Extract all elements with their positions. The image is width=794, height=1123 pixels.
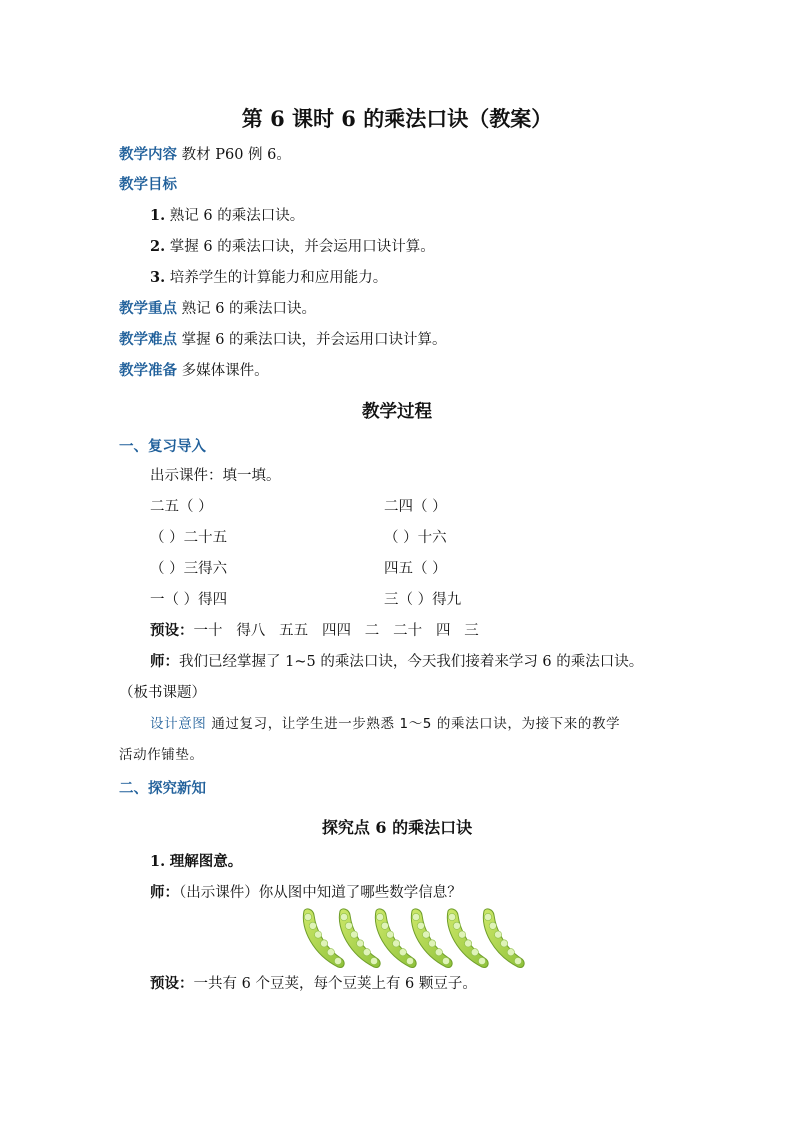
pea-bean	[489, 922, 496, 929]
step-text: 理解图意。	[169, 853, 243, 870]
pea-bean	[327, 949, 334, 956]
pea-bean	[428, 940, 435, 947]
pea-pod	[339, 909, 380, 967]
pea-pod	[375, 909, 416, 967]
key-point-text: 熟记 6 的乘法口诀。	[181, 301, 317, 317]
preset-answer-row-2	[150, 974, 477, 994]
preset-answer-row	[150, 621, 479, 641]
teaching-content-text: 教材 P60 例 6。	[181, 147, 291, 163]
page-title: 第 6 课时 6 的乘法口诀（教案）	[241, 106, 553, 131]
pea-bean	[417, 922, 424, 929]
preparation-label: 教学准备	[119, 362, 177, 379]
preset-text: 一十 得八 五五 四四 二 二十 四 三	[193, 623, 479, 639]
pea-bean	[422, 931, 429, 938]
pea-bean	[406, 957, 413, 964]
fill-item-right: 四五（ ）	[384, 561, 447, 577]
pea-pod	[303, 909, 344, 967]
teacher-line	[150, 652, 643, 672]
teacher-label: 师：	[150, 653, 179, 670]
preset-label: 预设：	[150, 622, 194, 639]
pea-bean	[484, 913, 491, 920]
pea-bean	[363, 949, 370, 956]
explore-subheading: 探究点 6 的乘法口诀	[321, 818, 473, 837]
fill-item-right: 三（ ）得九	[384, 592, 462, 608]
pea-bean	[304, 913, 311, 920]
pea-bean	[442, 957, 449, 964]
objective-text: 掌握 6 的乘法口诀，并会运用口诀计算。	[169, 239, 435, 255]
pea-bean	[314, 931, 321, 938]
pea-bean	[453, 922, 460, 929]
pea-bean	[340, 913, 347, 920]
design-intent-label: 设计意图	[150, 716, 207, 732]
fill-item-left: （ ）三得六	[150, 561, 228, 577]
fill-item-right: （ ）十六	[384, 530, 447, 546]
preset-text: 一共有 6 个豆荚，每个豆荚上有 6 颗豆子。	[193, 976, 477, 992]
step-number: 1.	[150, 853, 166, 870]
pea-bean	[370, 957, 377, 964]
preset-label: 预设：	[150, 975, 194, 992]
pea-pod	[411, 909, 452, 967]
pea-bean	[392, 940, 399, 947]
pea-bean	[514, 957, 521, 964]
teacher-text: 我们已经掌握了 1~5 的乘法口诀，今天我们接着来学习 6 的乘法口诀。	[179, 654, 644, 670]
teacher-question-line	[150, 883, 462, 903]
teaching-content-row	[119, 145, 291, 165]
pea-bean	[356, 940, 363, 947]
key-point-label: 教学重点	[119, 300, 177, 317]
preparation-text: 多媒体课件。	[181, 363, 269, 379]
objective-number: 1.	[150, 207, 166, 224]
objectives-label: 教学目标	[119, 176, 177, 193]
process-heading: 教学过程	[362, 402, 432, 422]
difficulty-row	[119, 330, 447, 350]
objective-number: 2.	[150, 238, 166, 255]
pea-bean	[412, 913, 419, 920]
step-1-row	[150, 852, 242, 872]
pea-bean	[345, 922, 352, 929]
pea-bean	[350, 931, 357, 938]
pea-bean	[376, 913, 383, 920]
fill-item-right: 二四（ ）	[384, 499, 447, 515]
teacher-question-text: （出示课件）你从图中知道了哪些数学信息？	[179, 885, 462, 901]
pea-bean	[448, 913, 455, 920]
pea-bean	[320, 940, 327, 947]
objective-item	[150, 237, 435, 257]
objective-item	[150, 268, 387, 288]
section2-heading: 二、探究新知	[119, 780, 206, 797]
fill-item-left: 一（ ）得四	[150, 592, 228, 608]
teaching-content-label: 教学内容	[119, 146, 177, 163]
objective-text: 熟记 6 的乘法口诀。	[169, 208, 305, 224]
pea-pod	[483, 909, 524, 967]
objective-text: 培养学生的计算能力和应用能力。	[169, 270, 388, 286]
difficulty-text: 掌握 6 的乘法口诀，并会运用口诀计算。	[181, 332, 447, 348]
pea-bean	[435, 949, 442, 956]
section1-heading: 一、复习导入	[119, 438, 206, 455]
pea-bean	[500, 940, 507, 947]
preparation-row	[119, 361, 269, 381]
key-point-row	[119, 299, 316, 319]
fill-item-left: 二五（ ）	[150, 499, 213, 515]
objectives-label-row	[119, 175, 177, 195]
objective-item	[150, 206, 304, 226]
pea-bean	[399, 949, 406, 956]
pea-bean	[494, 931, 501, 938]
section1-intro: 出示课件：填一填。	[150, 468, 281, 484]
pea-bean	[471, 949, 478, 956]
design-intent-row	[150, 714, 620, 734]
pea-bean	[464, 940, 471, 947]
pea-bean	[309, 922, 316, 929]
pea-bean	[381, 922, 388, 929]
pea-bean	[507, 949, 514, 956]
teacher-label: 师：	[150, 884, 179, 901]
pea-bean	[458, 931, 465, 938]
objective-number: 3.	[150, 269, 166, 286]
pea-bean	[334, 957, 341, 964]
board-note: （板书课题）	[119, 685, 206, 701]
difficulty-label: 教学难点	[119, 331, 177, 348]
pea-pod	[447, 909, 488, 967]
pea-pods-illustration	[296, 907, 528, 969]
design-intent-text-cont: 活动作铺垫。	[119, 747, 204, 763]
pea-bean	[386, 931, 393, 938]
fill-item-left: （ ）二十五	[150, 530, 228, 546]
design-intent-text: 通过复习，让学生进一步熟悉 1～5 的乘法口诀，为接下来的教学	[211, 716, 621, 732]
pea-bean	[478, 957, 485, 964]
